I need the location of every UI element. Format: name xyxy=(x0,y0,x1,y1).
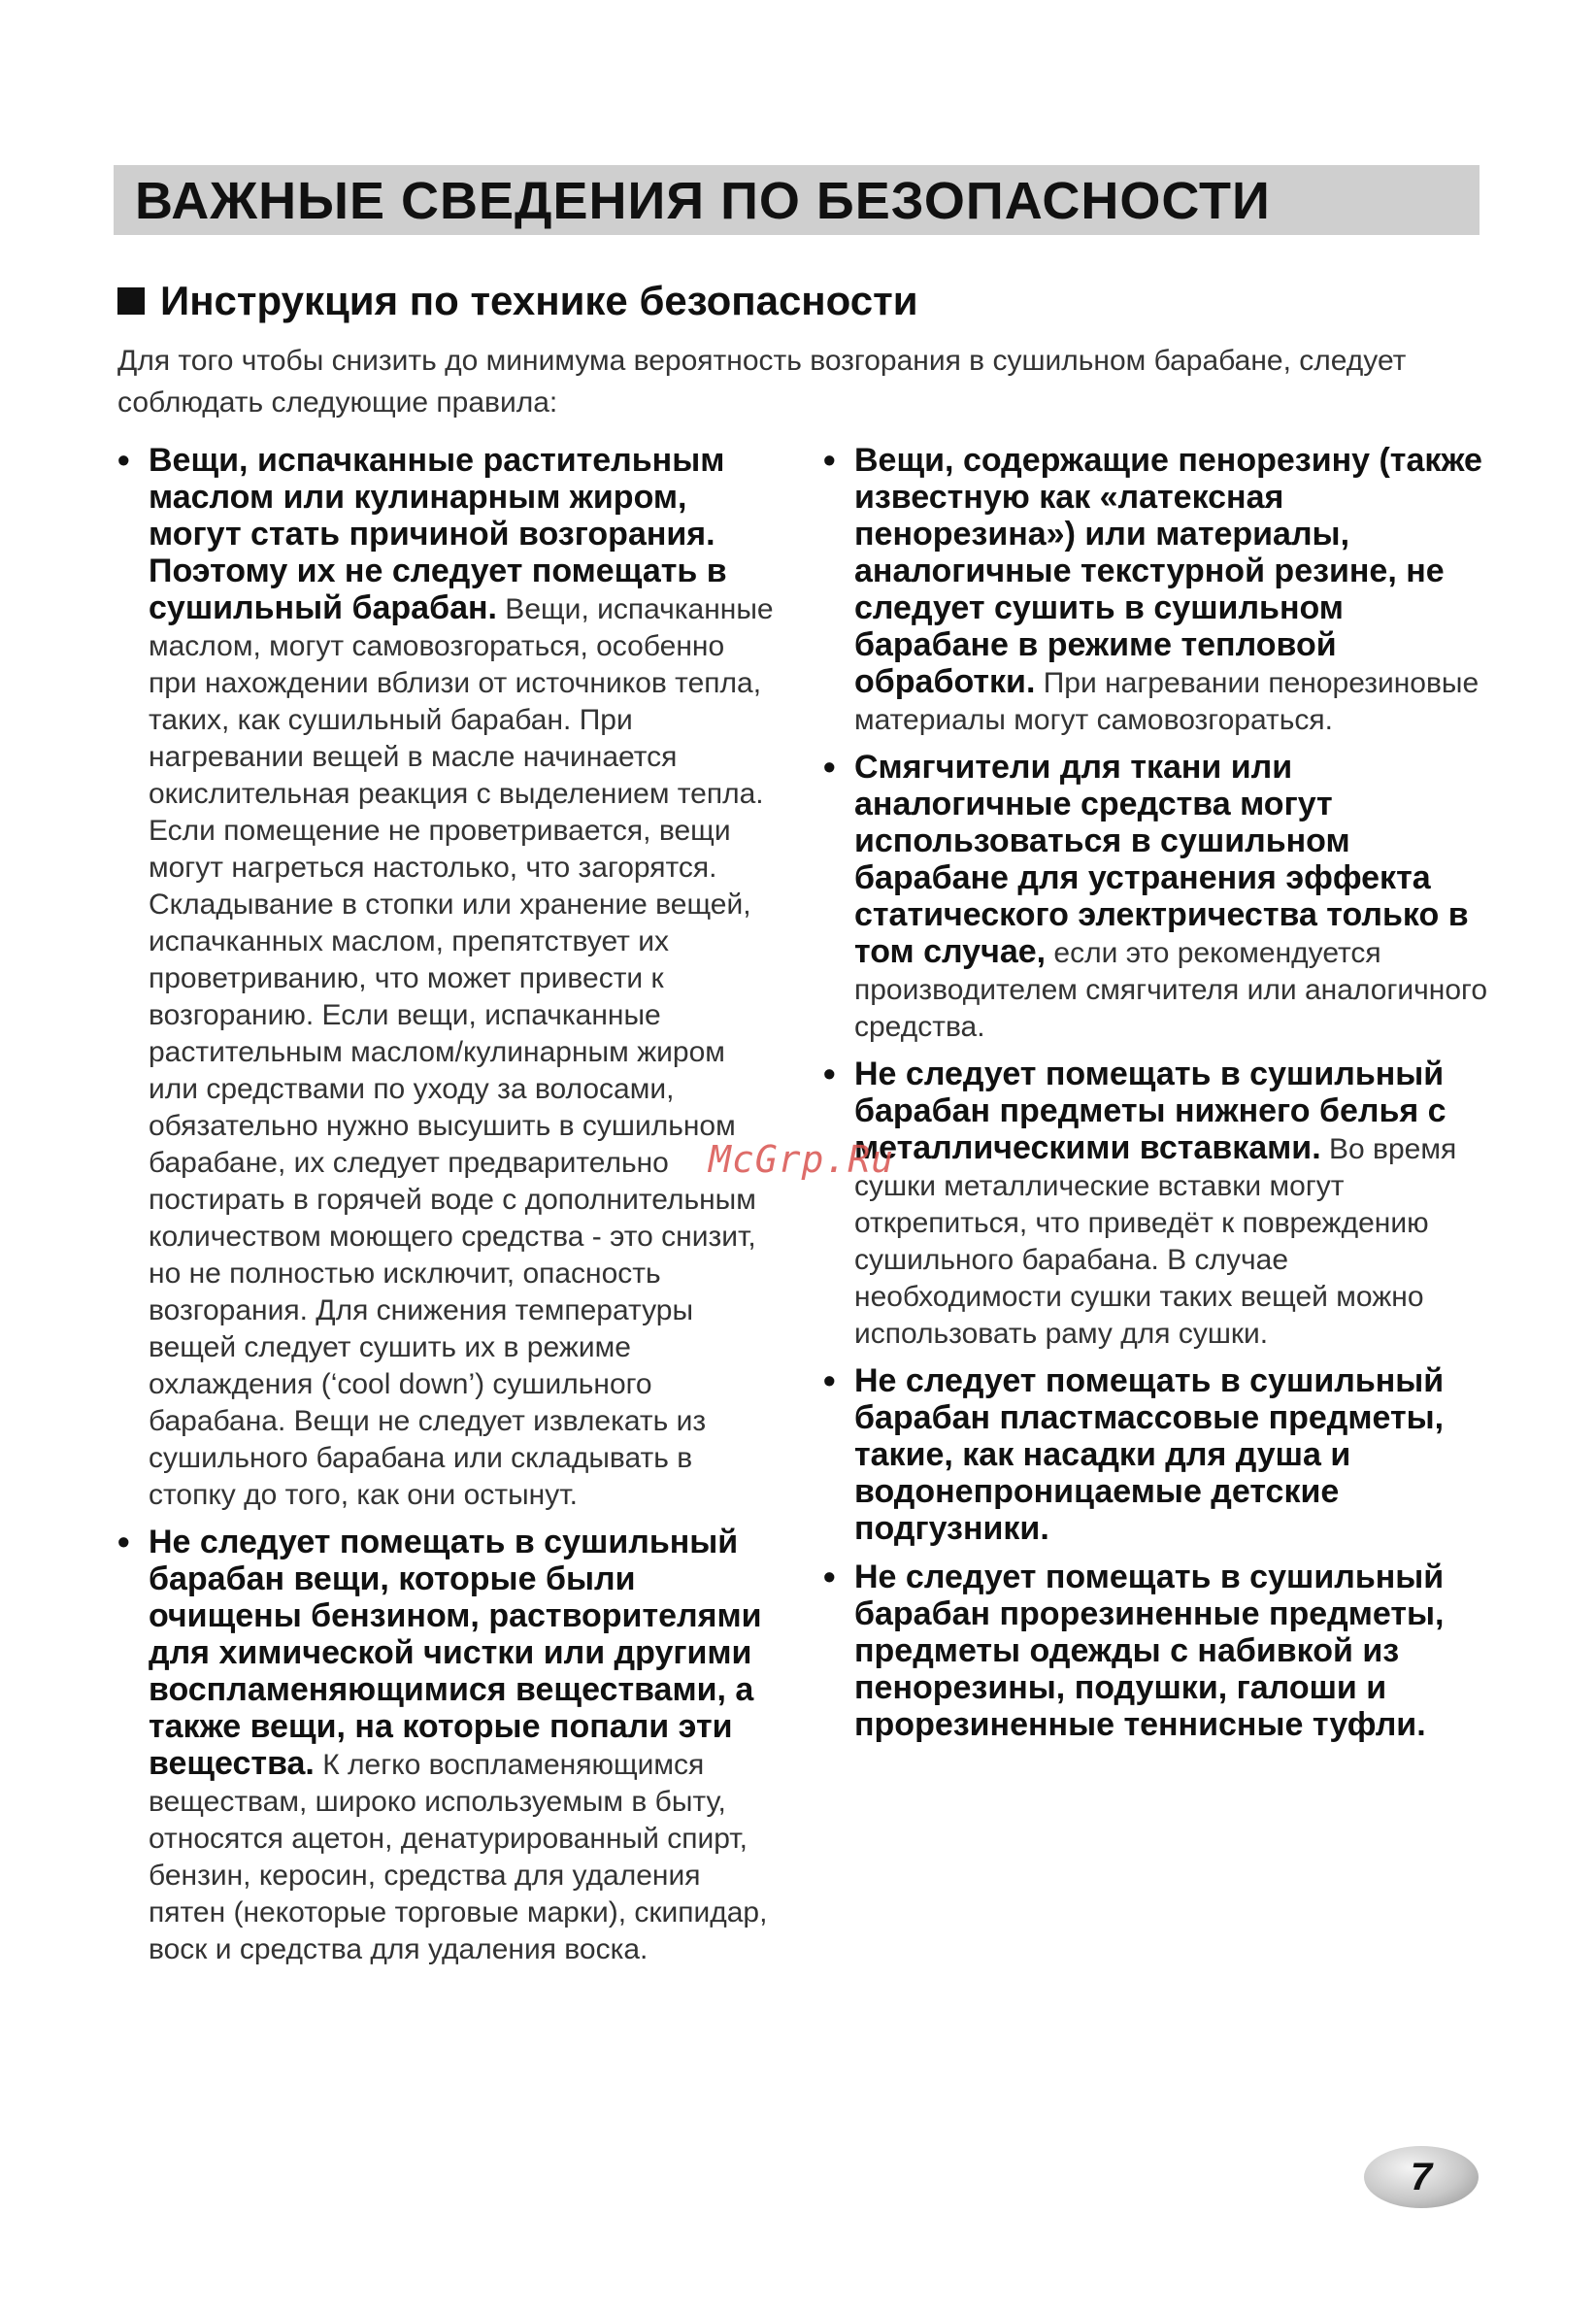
square-bullet-icon xyxy=(117,287,145,315)
bullet-icon: • xyxy=(823,1360,836,1400)
bullet-icon: • xyxy=(823,747,836,787)
item-body-text: К легко воспламеняющимся веществам, широко используемым в быту, относятся ацетон, денатурированный спирт, бензин, керосин, средства для удаления пятен (некоторые торговые марки), скипидар, воск и средства для удаления воска. xyxy=(149,1749,768,1965)
list-item xyxy=(823,1362,1493,1549)
bullet-icon: • xyxy=(823,440,836,480)
item-body-text: Во время сушки металлические вставки могут открепиться, что приведёт к повреждению сушильного барабана. В случае необходимости сушки таких вещей можно использовать раму для сушки. xyxy=(854,1133,1457,1350)
list-item xyxy=(823,1056,1493,1353)
item-body-text: если это рекомендуется производителем смягчителя или аналогичного средства. xyxy=(854,937,1488,1043)
list-item xyxy=(823,749,1493,1046)
item-bold-text: Смягчители для ткани или аналогичные средства могут использоваться в сушильном барабане для устранения эффекта статического электричества только в том случае, xyxy=(854,749,1469,970)
right-column xyxy=(823,442,1493,1755)
item-bold-text: Не следует помещать в сушильный барабан вещи, которые были очищены бензином, растворителями для химической чистки или другими воспламеняющимися веществами, а также вещи, на которые попали эти вещества. xyxy=(149,1524,762,1782)
item-body-text: При нагревании пенорезиновые материалы могут самовозгораться. xyxy=(854,667,1480,736)
list-item xyxy=(117,1524,778,1968)
list-item xyxy=(117,442,778,1514)
bullet-icon: • xyxy=(117,1522,130,1561)
section-title: Инструкция по технике безопасности xyxy=(160,278,918,323)
bullet-icon: • xyxy=(823,1054,836,1093)
intro-text: Для того чтобы снизить до минимума вероятность возгорания в сушильном барабане, следует соблюдать следующие правила: xyxy=(117,345,1407,419)
item-bold-text: Вещи, содержащие пенорезину (также известную как «латексная пенорезина») или материалы, аналогичные текстурной резине, не следует сушить в сушильном барабане в режиме тепловой обработки. xyxy=(854,442,1482,700)
page-title: ВАЖНЫЕ СВЕДЕНИЯ ПО БЕЗОПАСНОСТИ xyxy=(135,172,1271,230)
section-heading xyxy=(117,272,918,330)
list-item xyxy=(823,1559,1493,1745)
bullet-icon: • xyxy=(823,1557,836,1596)
list-item xyxy=(823,442,1493,739)
page-number: 7 xyxy=(1410,2155,1433,2198)
header-bar xyxy=(114,165,1480,235)
item-bold-text: Не следует помещать в сушильный барабан прорезиненные предметы, предметы одежды с набивкой из пенорезины, подушки, галоши и прорезиненные теннисные туфли. xyxy=(854,1559,1445,1743)
item-bold-text: Не следует помещать в сушильный барабан пластмассовые предметы, такие, как насадки для душа и водонепроницаемые детские подгузники. xyxy=(854,1362,1445,1547)
watermark: McGrp.Ru xyxy=(709,1138,895,1181)
page-number-badge xyxy=(1364,2146,1479,2208)
item-bold-text: Не следует помещать в сушильный барабан предметы нижнего белья с металлическими вставками. xyxy=(854,1056,1446,1166)
left-column xyxy=(117,442,778,1978)
bullet-icon: • xyxy=(117,440,130,480)
item-body-text: Вещи, испачканные маслом, могут самовозгораться, особенно при нахождении вблизи от источников тепла, таких, как сушильный барабан. При нагревании вещей в масле начинается окислительная реакция с выделением тепла. Если помещение не проветривается, вещи могут нагреться настолько, что загорятся. Складывание в стопки или хранение вещей, испачканных маслом, препятствует их проветриванию, что может привести к возгоранию. Если вещи, испачканные растительным маслом/кулинарным жиром или средствами по уходу за волосами, обязательно нужно высушить в сушильном барабане, их следует предварительно постирать в горячей воде с дополнительным количеством моющего средства - это снизит, но не полностью исключит, опасность возгорания. Для снижения температуры вещей следует сушить их в режиме охлаждения (‘cool down’) сушильного барабана. Вещи не следует извлекать из сушильного барабана или складывать в стопку до того, как они остынут. xyxy=(149,593,774,1511)
item-bold-text: Вещи, испачканные растительным маслом или кулинарным жиром, могут стать причиной возгорания. Поэтому их не следует помещать в сушильный барабан. xyxy=(149,442,727,626)
